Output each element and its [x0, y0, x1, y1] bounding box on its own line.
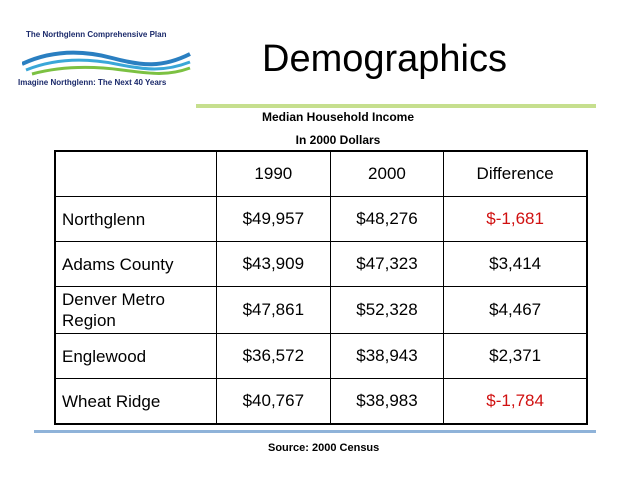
value-2000: $48,276: [330, 197, 444, 242]
table-row: [55, 242, 587, 287]
header-cell-1990: 1990: [217, 151, 331, 197]
value-difference: $-1,784: [444, 379, 587, 425]
value-1990: $49,957: [217, 197, 331, 242]
table-header-row: [55, 151, 587, 197]
value-difference: $4,467: [444, 287, 587, 334]
value-2000: $47,323: [330, 242, 444, 287]
value-2000: $38,983: [330, 379, 444, 425]
value-2000: $38,943: [330, 334, 444, 379]
row-label: Adams County: [55, 242, 217, 287]
row-label: Wheat Ridge: [55, 379, 217, 425]
header-cell-2000: 2000: [330, 151, 444, 197]
row-label: Northglenn: [55, 197, 217, 242]
table-row: [55, 287, 587, 334]
table-row: [55, 197, 587, 242]
logo-top-text: The Northglenn Comprehensive Plan: [26, 30, 167, 39]
title-divider: [196, 104, 596, 108]
value-difference: $-1,681: [444, 197, 587, 242]
slide-title: Demographics: [262, 38, 507, 80]
table-subtitle: In 2000 Dollars: [295, 133, 381, 147]
northglenn-logo: [18, 30, 193, 92]
value-1990: $43,909: [217, 242, 331, 287]
row-label: Denver Metro Region: [55, 287, 217, 334]
row-label: Englewood: [55, 334, 217, 379]
footer-divider: [34, 430, 596, 433]
table-row: [55, 379, 587, 425]
header-cell-difference: Difference: [444, 151, 587, 197]
logo-bottom-text: Imagine Northglenn: The Next 40 Years: [18, 78, 167, 87]
value-1990: $40,767: [217, 379, 331, 425]
value-2000: $52,328: [330, 287, 444, 334]
table-title: Median Household Income: [261, 110, 414, 124]
logo-wave-icon: [22, 42, 192, 78]
table-row: [55, 334, 587, 379]
value-1990: $36,572: [217, 334, 331, 379]
income-table: [54, 150, 588, 425]
value-1990: $47,861: [217, 287, 331, 334]
source-note: Source: 2000 Census: [268, 442, 380, 454]
header-cell-empty: [55, 151, 217, 197]
value-difference: $3,414: [444, 242, 587, 287]
value-difference: $2,371: [444, 334, 587, 379]
